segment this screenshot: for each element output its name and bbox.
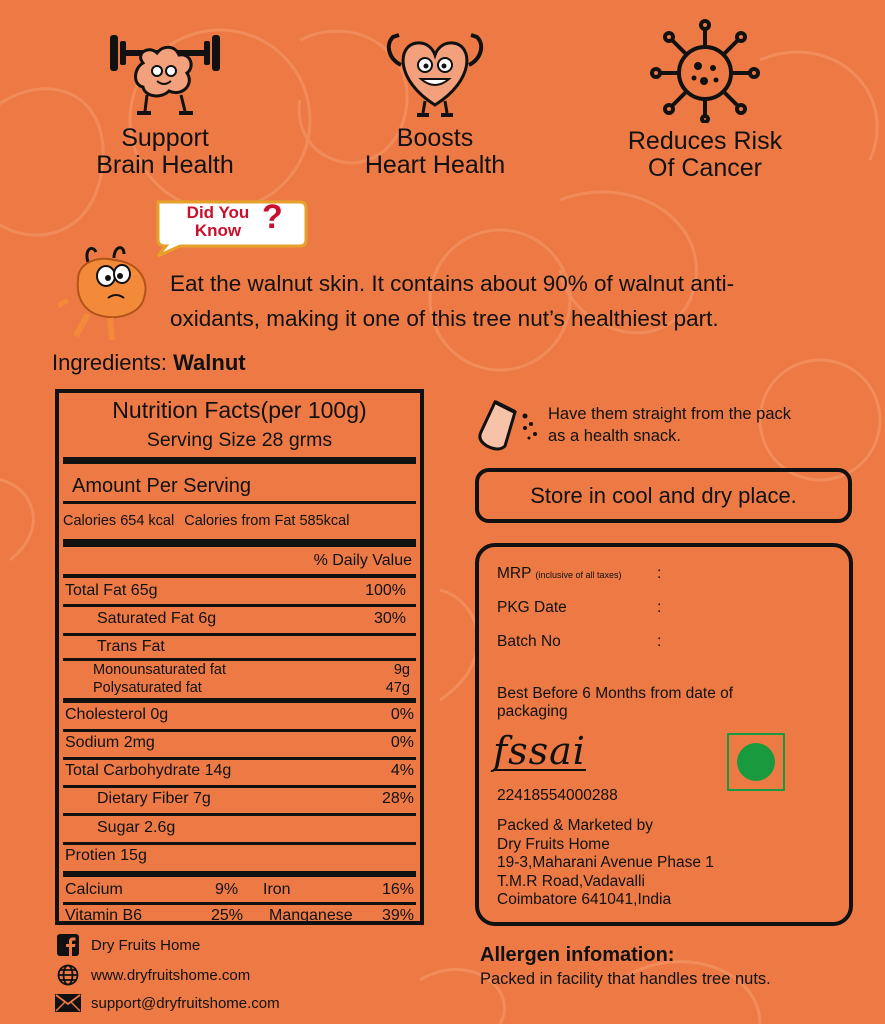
divider (63, 729, 416, 732)
benefit-heart-label: Boosts Heart Health (364, 124, 506, 179)
nutrient-name: Total Fat 65g (65, 582, 158, 599)
calories-from-fat: Calories from Fat 585kcal (184, 513, 350, 529)
divider-thick (63, 698, 416, 703)
brain-lifting-icon (105, 25, 225, 120)
nutrient-name: Protien 15g (65, 847, 147, 864)
pouring-pack-icon (475, 394, 545, 454)
walnut-fact (170, 266, 870, 336)
fssai-logo: fssai (493, 729, 586, 773)
did-you-know-line1: Did You (186, 203, 250, 222)
divider-thick (63, 871, 416, 877)
website-contact (55, 964, 250, 986)
nutrient-row (63, 680, 416, 697)
nutrient-name: Trans Fat (97, 638, 165, 655)
nutrient-row (63, 734, 416, 752)
walnut-fact-line2: oxidants, making it one of this tree nut’s healthiest part. (170, 306, 719, 331)
ingredients-label: Ingredients: (52, 350, 167, 375)
vitamin-b6-label: Vitamin B6 (65, 907, 143, 924)
veg-dot (737, 743, 775, 781)
nutrient-value: 0% (390, 734, 414, 751)
nutrient-value: 47g (385, 680, 410, 696)
benefit-brain-label: Support Brain Health (96, 124, 234, 179)
packed-line5: Coimbatore 641041,India (497, 891, 672, 908)
pkg-date-label: PKG Date (497, 599, 567, 616)
best-before (497, 685, 733, 721)
facebook-contact (55, 934, 200, 956)
packed-line4: T.M.R Road,Vadavalli (497, 872, 645, 890)
facebook-page[interactable]: Dry Fruits Home (91, 936, 201, 954)
batch-no-row (497, 633, 697, 651)
nutrient-row (63, 662, 416, 679)
manganese-value: 39% (381, 907, 414, 924)
question-mark: ? (262, 198, 283, 236)
walnut-fact-line1: Eat the walnut skin. It contains about 90% of walnut anti- (170, 271, 735, 296)
divider (63, 813, 416, 816)
divider (63, 785, 416, 788)
fssai-license-number: 22418554000288 (497, 787, 618, 804)
nutrient-name: Monounsaturated fat (93, 662, 227, 678)
mrp-label: MRP (497, 565, 532, 582)
minerals-row-2 (65, 907, 414, 927)
calories: Calories 654 kcal (63, 513, 175, 529)
benefit-cancer-label: Reduces Risk Of Cancer (627, 127, 783, 182)
mrp-row (497, 565, 662, 583)
nutrition-serving: Serving Size 28 grms (146, 429, 333, 451)
nutrient-value: 9g (393, 662, 410, 678)
daily-value-header (63, 552, 416, 570)
nutrient-name: Sugar 2.6g (97, 819, 176, 836)
nutrient-value: 4% (390, 762, 414, 779)
snack-tip (548, 403, 791, 447)
veg-mark-icon (727, 733, 785, 791)
nutrient-value: 100% (365, 582, 406, 599)
website-link[interactable]: www.dryfruitshome.com (91, 966, 251, 984)
facebook-icon (55, 934, 81, 956)
nutrient-row (63, 582, 416, 600)
snack-tip-line2: as a health snack. (548, 427, 681, 445)
ingredients-value: Walnut (173, 350, 246, 375)
nutrient-name: Total Carbohydrate 14g (65, 762, 232, 779)
iron-value: 16% (381, 881, 414, 898)
nutrient-row (63, 638, 416, 656)
calcium-value: 9% (215, 881, 239, 898)
divider (63, 902, 416, 905)
email-contact (55, 992, 280, 1014)
storage-instructions: Store in cool and dry place. (475, 468, 852, 523)
allergen-title: Allergen infomation: (480, 944, 675, 966)
envelope-icon (55, 992, 81, 1014)
divider (63, 604, 416, 607)
batch-no-label: Batch No (497, 633, 561, 650)
nutrient-name: Dietary Fiber 7g (97, 790, 211, 807)
batch-no-colon: : (657, 633, 662, 650)
best-before-line2: packaging (497, 703, 568, 720)
benefit-heart (330, 25, 540, 179)
nutrient-row (63, 706, 416, 724)
walnut-mascot-icon (58, 240, 158, 345)
best-before-line1: Best Before 6 Months from date of (497, 685, 734, 702)
nutrient-name: Cholesterol 0g (65, 706, 169, 723)
nutrient-value: 28% (381, 790, 414, 807)
divider (63, 658, 416, 661)
mrp-colon: : (657, 565, 662, 582)
benefit-brain (60, 25, 270, 179)
nutrient-row (63, 762, 416, 780)
mrp-note: (inclusive of all taxes) (535, 570, 622, 580)
did-you-know-text (168, 204, 268, 240)
packed-line3: 19-3,Maharani Avenue Phase 1 (497, 854, 714, 871)
snack-tip-line1: Have them straight from the pack (548, 405, 792, 423)
nutrient-row (63, 819, 416, 837)
divider (63, 574, 416, 578)
minerals-row-1 (65, 881, 414, 901)
amount-per-serving: Amount Per Serving (72, 475, 251, 497)
divider (63, 501, 416, 504)
packed-line2: Dry Fruits Home (497, 835, 610, 853)
divider (63, 633, 416, 636)
did-you-know-line2: Know (194, 221, 242, 240)
calcium-label: Calcium (65, 881, 123, 898)
nutrition-facts-table (55, 389, 424, 925)
nutrient-value: 0% (390, 706, 414, 723)
divider (63, 757, 416, 760)
product-info-box (475, 543, 853, 926)
nutrition-title: Nutrition Facts(per 100g) (112, 397, 367, 423)
divider-thick (63, 457, 416, 464)
iron-label: Iron (263, 881, 291, 898)
packed-line1: Packed & Marketed by (497, 817, 653, 834)
cancer-cell-icon (650, 18, 760, 123)
divider-thick (63, 539, 416, 547)
nutrient-name: Polysaturated fat (93, 680, 202, 696)
allergen-text: Packed in facility that handles tree nuts. (480, 970, 771, 988)
ingredients (52, 350, 246, 376)
benefit-cancer (600, 18, 810, 182)
calories-row (63, 513, 416, 529)
manganese-label: Manganese (269, 907, 353, 924)
pkg-date-colon: : (657, 599, 662, 616)
nutrient-name: Sodium 2mg (65, 734, 155, 751)
divider (63, 842, 416, 845)
nutrient-name: Saturated Fat 6g (97, 610, 217, 627)
packed-marketed-by (497, 817, 714, 910)
nutrient-value: 30% (373, 610, 406, 627)
vitamin-b6-value: 25% (211, 907, 244, 924)
flexing-heart-icon (375, 25, 495, 120)
daily-value-label: % Daily Value (313, 552, 412, 569)
globe-icon (55, 964, 81, 986)
nutrient-row (63, 847, 416, 865)
email-link[interactable]: support@dryfruitshome.com (91, 994, 280, 1012)
nutrient-row (63, 790, 416, 808)
pkg-date-row (497, 599, 697, 617)
nutrient-row (63, 610, 416, 628)
